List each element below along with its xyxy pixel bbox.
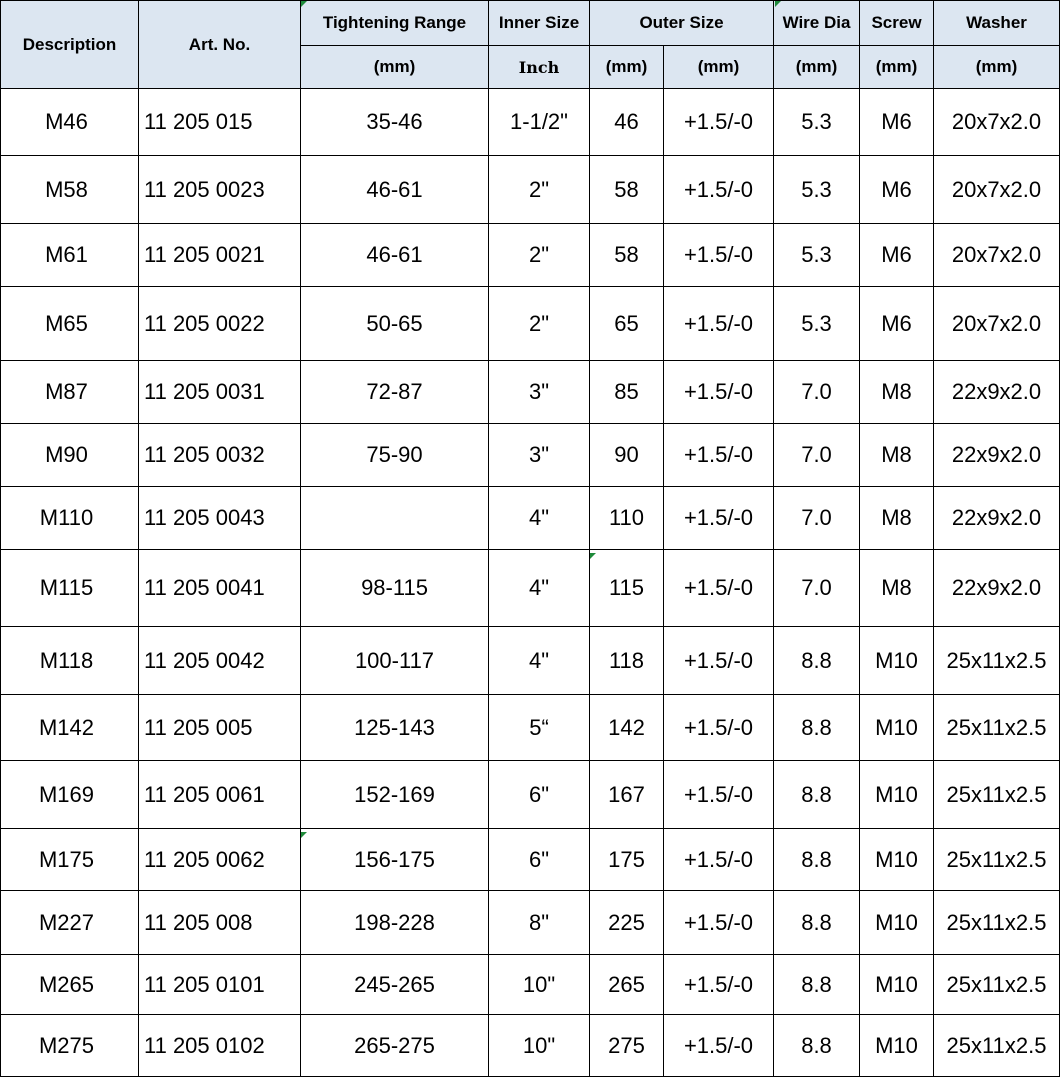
cell-outer-size: 167	[590, 761, 664, 829]
cell-outer-size: 65	[590, 287, 664, 361]
cell-outer-tolerance: +1.5/-0	[664, 891, 774, 955]
table-row	[1, 424, 1060, 487]
cell-washer: 20x7x2.0	[934, 287, 1060, 361]
cell-outer-tolerance: +1.5/-0	[664, 550, 774, 627]
cell-screw: M6	[860, 89, 934, 156]
cell-tightening-range: 265-275	[301, 1015, 489, 1077]
cell-washer: 20x7x2.0	[934, 224, 1060, 287]
cell-inner-size: 1-1/2"	[489, 89, 590, 156]
table-body	[1, 89, 1060, 1077]
cell-tightening-range: 125-143	[301, 695, 489, 761]
table-row	[1, 955, 1060, 1015]
unit-outer-size: (mm)	[590, 46, 664, 89]
cell-wire-dia: 8.8	[774, 955, 860, 1015]
table-row	[1, 156, 1060, 224]
cell-outer-tolerance: +1.5/-0	[664, 1015, 774, 1077]
cell-outer-size: 118	[590, 627, 664, 695]
cell-wire-dia: 8.8	[774, 761, 860, 829]
cell-wire-dia: 8.8	[774, 695, 860, 761]
cell-screw: M8	[860, 550, 934, 627]
cell-art-no: 11 205 0102	[139, 1015, 301, 1077]
unit-wire-dia: (mm)	[774, 46, 860, 89]
cell-outer-tolerance: +1.5/-0	[664, 695, 774, 761]
cell-art-no: 11 205 0062	[139, 829, 301, 891]
cell-description: M265	[1, 955, 139, 1015]
cell-outer-size: 110	[590, 487, 664, 550]
unit-screw: (mm)	[860, 46, 934, 89]
cell-washer: 22x9x2.0	[934, 424, 1060, 487]
header-inner-size: Inner Size	[489, 1, 590, 46]
cell-washer: 20x7x2.0	[934, 89, 1060, 156]
cell-outer-tolerance: +1.5/-0	[664, 955, 774, 1015]
cell-outer-tolerance: +1.5/-0	[664, 156, 774, 224]
cell-description: M46	[1, 89, 139, 156]
comment-marker	[301, 1, 307, 7]
cell-inner-size: 3"	[489, 424, 590, 487]
cell-outer-tolerance: +1.5/-0	[664, 424, 774, 487]
cell-art-no: 11 205 005	[139, 695, 301, 761]
cell-washer: 25x11x2.5	[934, 829, 1060, 891]
cell-description: M227	[1, 891, 139, 955]
cell-description: M175	[1, 829, 139, 891]
cell-washer: 25x11x2.5	[934, 955, 1060, 1015]
cell-outer-size: 142	[590, 695, 664, 761]
cell-washer: 22x9x2.0	[934, 550, 1060, 627]
cell-screw: M10	[860, 829, 934, 891]
cell-outer-size: 46	[590, 89, 664, 156]
cell-outer-tolerance: +1.5/-0	[664, 829, 774, 891]
cell-outer-tolerance: +1.5/-0	[664, 361, 774, 424]
cell-wire-dia: 7.0	[774, 424, 860, 487]
cell-description: M118	[1, 627, 139, 695]
cell-screw: M6	[860, 224, 934, 287]
cell-outer-tolerance: +1.5/-0	[664, 224, 774, 287]
cell-description: M142	[1, 695, 139, 761]
unit-washer: (mm)	[934, 46, 1060, 89]
cell-wire-dia: 8.8	[774, 829, 860, 891]
cell-outer-size: 85	[590, 361, 664, 424]
cell-inner-size: 8"	[489, 891, 590, 955]
header-screw: Screw	[860, 1, 934, 46]
cell-description: M169	[1, 761, 139, 829]
cell-wire-dia: 7.0	[774, 361, 860, 424]
cell-washer: 25x11x2.5	[934, 761, 1060, 829]
unit-outer-tolerance: (mm)	[664, 46, 774, 89]
cell-tightening-range: 35-46	[301, 89, 489, 156]
header-outer-size: Outer Size	[590, 1, 774, 46]
cell-screw: M10	[860, 891, 934, 955]
cell-screw: M10	[860, 955, 934, 1015]
header-art-no: Art. No.	[139, 1, 301, 89]
cell-tightening-range: 50-65	[301, 287, 489, 361]
cell-outer-size: 90	[590, 424, 664, 487]
table-row	[1, 695, 1060, 761]
cell-outer-tolerance: +1.5/-0	[664, 627, 774, 695]
cell-art-no: 11 205 0022	[139, 287, 301, 361]
cell-inner-size: 6"	[489, 829, 590, 891]
cell-description: M110	[1, 487, 139, 550]
cell-description: M87	[1, 361, 139, 424]
cell-outer-tolerance: +1.5/-0	[664, 487, 774, 550]
cell-art-no: 11 205 0101	[139, 955, 301, 1015]
cell-art-no: 11 205 0041	[139, 550, 301, 627]
cell-screw: M10	[860, 1015, 934, 1077]
cell-inner-size: 2"	[489, 287, 590, 361]
cell-inner-size: 4"	[489, 627, 590, 695]
cell-inner-size: 4"	[489, 487, 590, 550]
cell-tightening-range: 100-117	[301, 627, 489, 695]
table-row	[1, 361, 1060, 424]
cell-wire-dia: 8.8	[774, 891, 860, 955]
cell-washer: 22x9x2.0	[934, 487, 1060, 550]
table-row	[1, 829, 1060, 891]
cell-inner-size: 3"	[489, 361, 590, 424]
cell-description: M115	[1, 550, 139, 627]
cell-tightening-range: 72-87	[301, 361, 489, 424]
table-row	[1, 224, 1060, 287]
cell-washer: 25x11x2.5	[934, 695, 1060, 761]
cell-description: M58	[1, 156, 139, 224]
cell-tightening-range: 152-169	[301, 761, 489, 829]
table-row	[1, 627, 1060, 695]
cell-art-no: 11 205 0032	[139, 424, 301, 487]
cell-inner-size: 5“	[489, 695, 590, 761]
cell-art-no: 11 205 015	[139, 89, 301, 156]
unit-tightening-range: (mm)	[301, 46, 489, 89]
cell-art-no: 11 205 0043	[139, 487, 301, 550]
cell-screw: M10	[860, 695, 934, 761]
cell-outer-size: 175	[590, 829, 664, 891]
cell-art-no: 11 205 0042	[139, 627, 301, 695]
cell-description: M61	[1, 224, 139, 287]
cell-inner-size: 10"	[489, 955, 590, 1015]
cell-art-no: 11 205 0031	[139, 361, 301, 424]
unit-inner-size: Inch	[489, 46, 590, 89]
cell-washer: 25x11x2.5	[934, 627, 1060, 695]
cell-tightening-range: 198-228	[301, 891, 489, 955]
table-row	[1, 891, 1060, 955]
cell-art-no: 11 205 0023	[139, 156, 301, 224]
cell-inner-size: 4"	[489, 550, 590, 627]
cell-tightening-range: 46-61	[301, 156, 489, 224]
cell-screw: M10	[860, 761, 934, 829]
cell-outer-tolerance: +1.5/-0	[664, 761, 774, 829]
table-header	[1, 1, 1060, 89]
cell-wire-dia: 7.0	[774, 550, 860, 627]
cell-wire-dia: 5.3	[774, 156, 860, 224]
cell-outer-size: 115	[590, 550, 664, 627]
cell-outer-tolerance: +1.5/-0	[664, 89, 774, 156]
cell-washer: 22x9x2.0	[934, 361, 1060, 424]
cell-inner-size: 2"	[489, 224, 590, 287]
cell-inner-size: 2"	[489, 156, 590, 224]
cell-tightening-range: 46-61	[301, 224, 489, 287]
comment-marker	[775, 1, 781, 7]
cell-description: M65	[1, 287, 139, 361]
header-tightening-range: Tightening Range	[301, 1, 489, 46]
comment-marker	[301, 832, 307, 838]
cell-washer: 25x11x2.5	[934, 1015, 1060, 1077]
cell-outer-size: 225	[590, 891, 664, 955]
cell-art-no: 11 205 0021	[139, 224, 301, 287]
cell-wire-dia: 8.8	[774, 627, 860, 695]
comment-marker	[590, 553, 596, 559]
cell-tightening-range: 156-175	[301, 829, 489, 891]
cell-wire-dia: 8.8	[774, 1015, 860, 1077]
cell-screw: M10	[860, 627, 934, 695]
cell-description: M90	[1, 424, 139, 487]
cell-art-no: 11 205 008	[139, 891, 301, 955]
cell-tightening-range	[301, 487, 489, 550]
cell-outer-tolerance: +1.5/-0	[664, 287, 774, 361]
cell-wire-dia: 5.3	[774, 287, 860, 361]
header-description: Description	[1, 1, 139, 89]
cell-tightening-range: 98-115	[301, 550, 489, 627]
table-row	[1, 1015, 1060, 1077]
table-row	[1, 550, 1060, 627]
cell-wire-dia: 5.3	[774, 224, 860, 287]
cell-screw: M8	[860, 361, 934, 424]
cell-outer-size: 265	[590, 955, 664, 1015]
cell-screw: M8	[860, 424, 934, 487]
cell-outer-size: 275	[590, 1015, 664, 1077]
cell-wire-dia: 5.3	[774, 89, 860, 156]
cell-inner-size: 6"	[489, 761, 590, 829]
cell-washer: 25x11x2.5	[934, 891, 1060, 955]
cell-inner-size: 10"	[489, 1015, 590, 1077]
table-row	[1, 89, 1060, 156]
header-washer: Washer	[934, 1, 1060, 46]
table-row	[1, 287, 1060, 361]
cell-outer-size: 58	[590, 156, 664, 224]
cell-tightening-range: 75-90	[301, 424, 489, 487]
cell-screw: M8	[860, 487, 934, 550]
cell-washer: 20x7x2.0	[934, 156, 1060, 224]
table-row	[1, 487, 1060, 550]
cell-wire-dia: 7.0	[774, 487, 860, 550]
cell-description: M275	[1, 1015, 139, 1077]
cell-outer-size: 58	[590, 224, 664, 287]
header-wire-dia: Wire Dia	[774, 1, 860, 46]
table-row	[1, 761, 1060, 829]
cell-screw: M6	[860, 156, 934, 224]
cell-tightening-range: 245-265	[301, 955, 489, 1015]
cell-screw: M6	[860, 287, 934, 361]
cell-art-no: 11 205 0061	[139, 761, 301, 829]
